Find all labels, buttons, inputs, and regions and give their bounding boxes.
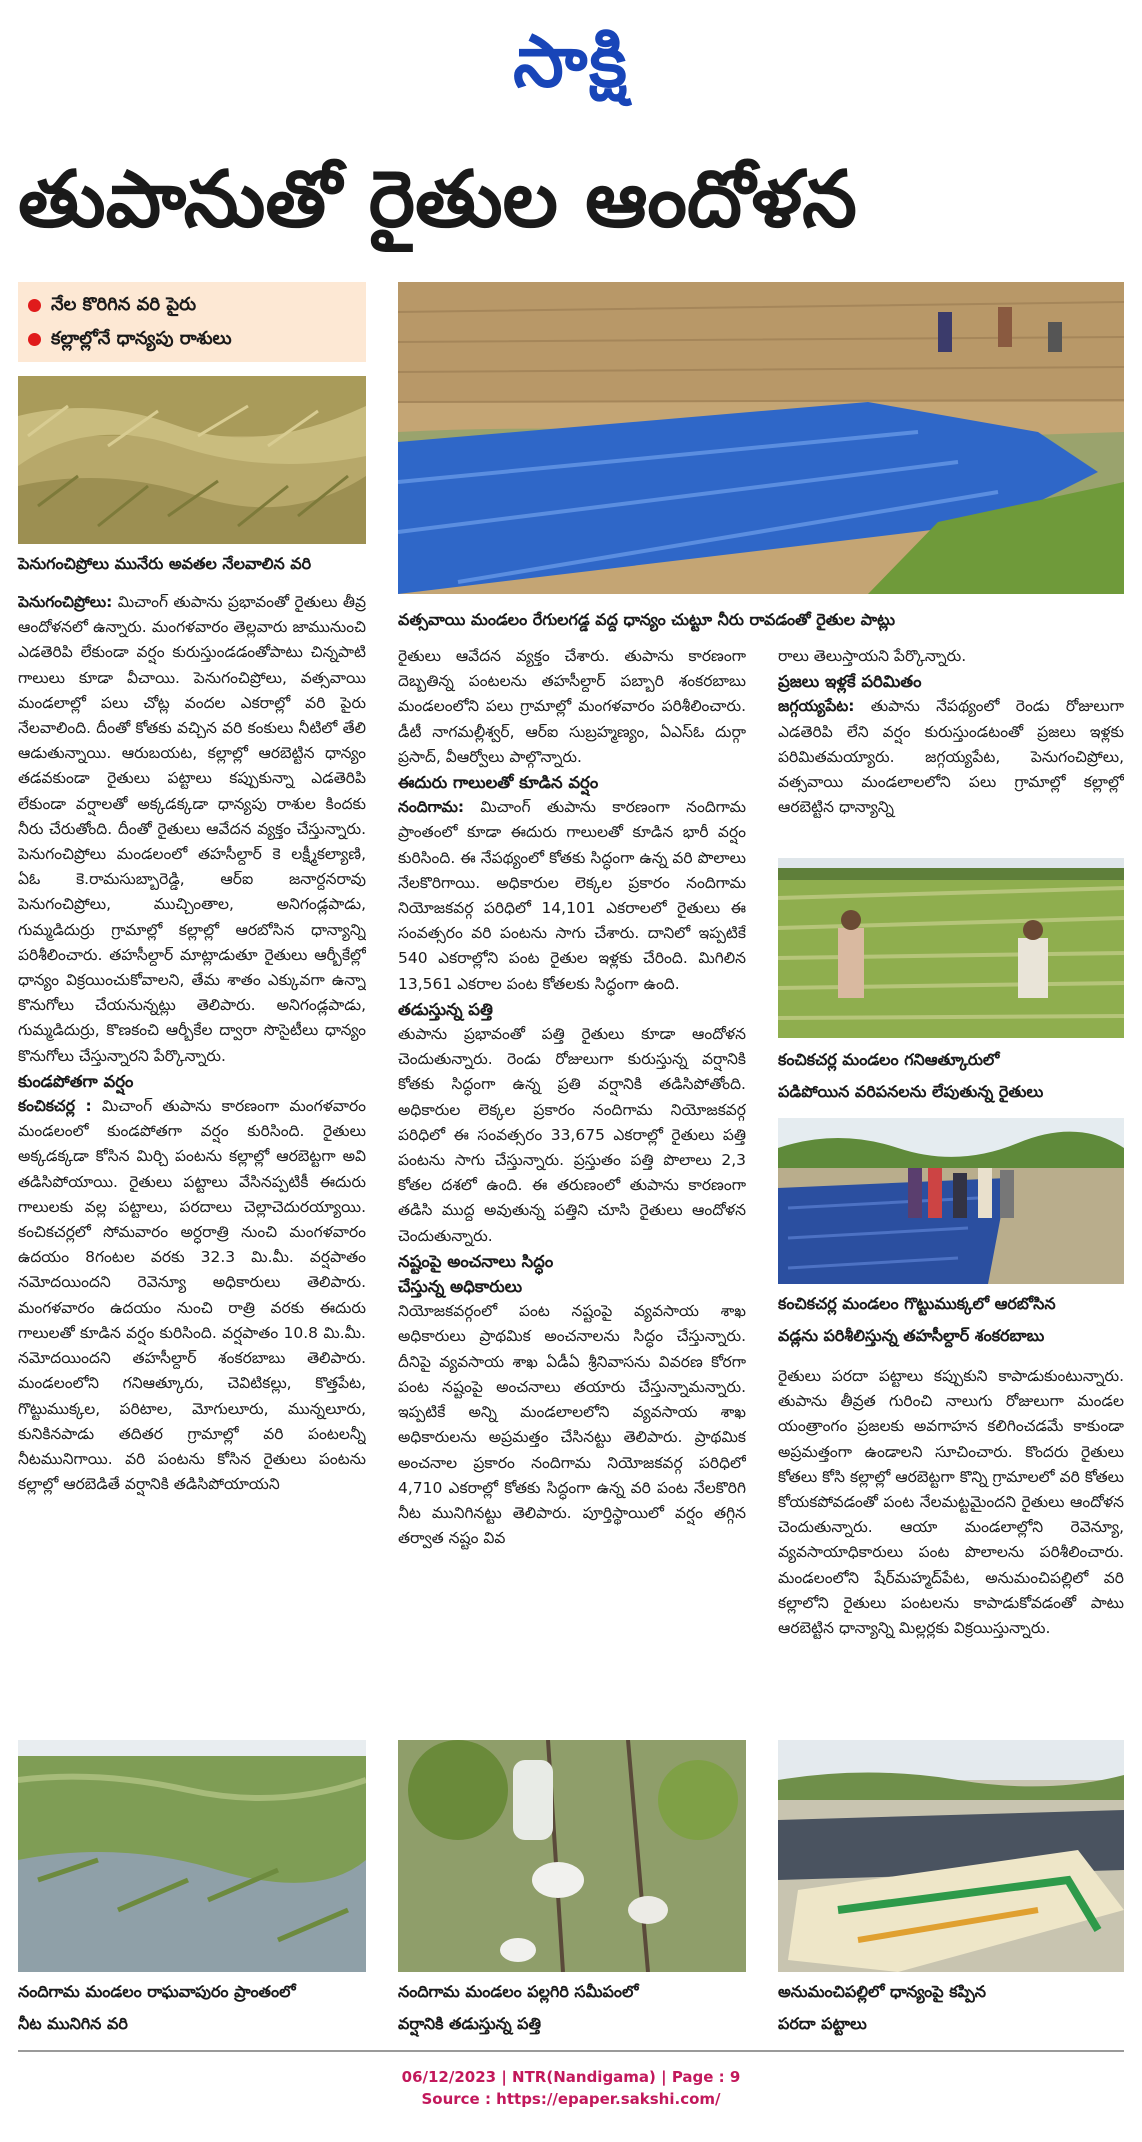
- subheading: ఈదురు గాలులతో కూడిన వర్షం: [398, 773, 599, 793]
- photo-caption: వత్సవాయి మండలం రేగులగడ్డ వద్ద ధాన్యం చుట్టూ నీరు రావడంతో రైతుల పాట్లు: [398, 610, 896, 629]
- photo-caption: నందిగామ మండలం రాఘవాపురం ప్రాంతంలో: [18, 1982, 296, 2001]
- photo-caption: నీట మునిగిన వరి: [18, 2014, 128, 2033]
- dateline: పెనుగంచిప్రోలు:: [18, 593, 113, 611]
- photo-caption: కంచికచర్ల మండలం గనిఆత్కూరులో: [778, 1050, 1000, 1069]
- paragraph-text: మిచాంగ్ తుపాను ప్రభావంతో రైతులు తీవ్ర ఆందోళనలో ఉన్నారు. మంగళవారం తెల్లవారు జామునుంచి ఎడతెరిపి లేకుండా వర్షం కురుస్తుండడంతోపాటు చిన్నపాటి గాలులు కూడా వీచాయి. పెనుగంచిప్రోలు, వత్సవాయి మండలాల్లో పలు చోట్ల వందల ఎకరాల్లో వరి పైరు నేలవాలింది. దీంతో కోతకు వచ్చిన వరి కంకులు నీటిలో తేలి ఆడుతున్నాయి. ఆరుబయట, కల్లాల్లో ఆరబెట్టిన ధాన్యం తడవకుండా రైతులు పట్టాలు కప్పుకున్నా ఎడతెరిపి లేకుండా వర్షాలతో అక్కడక్కడా ధాన్యపు రాశుల కిందకు నీరు చేరుతోంది. దీంతో రైతులు ఆవేదన వ్యక్తం చేస్తున్నారు. పెనుగంచిప్రోలు మండలంలో తహసీల్దార్ కె లక్ష్మీకల్యాణి, ఏఓ కె.రామసుబ్బారెడ్డి, ఆర్ఐ జనార్దనరావు పెనుగంచిప్రోలు, ముచ్చింతాల, అనిగండ్లపాడు, గుమ్మడిదుర్రు గ్రామాల్లో కల్లాల్లో ఆరబోసిన ధాన్యాన్ని పరిశీలించారు. తహసీల్దార్ మాట్లాడుతూ రైతులు ఆర్బీకేల్లో ధాన్యం విక్రయించుకోవాలని, తేమ శాతం ఎక్కువగా ఉన్నా కొనుగోలు చేయనున్నట్లు తెలిపారు. అనిగండ్లపాడు, గుమ్మడిదుర్రు, కొణకంచి ఆర్బీకేల ద్వారా సొసైటీలు ధాన్యం కొనుగోలు చేస్తున్నారని పేర్కొన్నారు.: [18, 593, 366, 1065]
- headline: తుపానుతో రైతుల ఆందోళన: [18, 155, 857, 245]
- photo-covered-grain: [778, 1740, 1124, 1972]
- article-column-2: [398, 644, 746, 1722]
- photo-caption: కంచికచర్ల మండలం గొట్టుముక్కలో ఆరబోసిన: [778, 1294, 1056, 1313]
- divider: [18, 2050, 1124, 2052]
- dateline: కంచికచర్ల :: [18, 1097, 92, 1116]
- bullet-text: నేల కొరిగిన వరి పైరు: [51, 294, 197, 315]
- paragraph: [778, 694, 1124, 820]
- photo-caption: వర్షానికి తడుస్తున్న పత్తి: [398, 2014, 542, 2033]
- paragraph: [398, 795, 746, 997]
- footer-edition-info: 06/12/2023 | NTR(Nandigama) | Page : 9: [401, 2068, 741, 2086]
- subheading: నష్టంపై అంచనాలు సిద్ధం: [398, 1251, 554, 1271]
- bullet-text: కల్లాల్లోనే ధాన్యపు రాశులు: [51, 328, 232, 349]
- paragraph-text: తుపాను నేపథ్యంలో రెండు రోజులుగా ఎడతెరిపి లేని వర్షం కురుస్తుండటంతో ప్రజలు ఇళ్లకు పరిమితమయ్యారు. జగ్గయ్యపేట, పెనుగంచిప్రోలు, వత్సవాయి మండలాలలోని పలు గ్రామాల్లో కల్లాల్లో ఆరబెట్టిన ధాన్యాన్ని: [778, 697, 1124, 817]
- photo-caption: అనుమంచిపల్లిలో ధాన్యంపై కప్పిన: [778, 1982, 986, 2001]
- footer-source-link[interactable]: Source : https://epaper.sakshi.com/: [421, 2090, 721, 2108]
- masthead: [0, 18, 1142, 108]
- bullet-dot-icon: [28, 299, 41, 312]
- photo-submerged-paddy: [18, 1740, 366, 1972]
- paragraph-text: రైతులు ఆవేదన వ్యక్తం చేశారు. తుపాను కారణంగా దెబ్బతిన్న పంటలను తహసీల్దార్ పబ్బారి శంకరబాబు మండలంలోని పలు గ్రామాల్లో మంగళవారం పరిశీలించారు. డీటీ నాగమల్లీశ్వర్, ఆర్ఐ సుబ్రహ్మణ్యం, ఏఎస్ఓ దుర్గా ప్రసాద్, వీఆర్వోలు పాల్గొన్నారు.: [398, 647, 746, 766]
- newspaper-logo: సాక్షి: [513, 19, 629, 103]
- dateline: నందిగామ:: [398, 798, 465, 817]
- photo-caption: పడిపోయిన వరిపనలను లేపుతున్న రైతులు: [778, 1082, 1044, 1101]
- photo-caption: వడ్లను పరిశీలిస్తున్న తహసీల్దార్ శంకరబాబు: [778, 1326, 1045, 1345]
- photo-wet-cotton: [398, 1740, 746, 1972]
- photo-tarpaulin-field: [398, 282, 1124, 594]
- paragraph: [18, 590, 366, 1069]
- paragraph-text: రాలు తెలుస్తాయని పేర్కొన్నారు.: [778, 647, 967, 665]
- photo-fallen-paddy: [18, 376, 366, 544]
- article-column-3-top: [778, 644, 1124, 844]
- photo-caption: పరదా పట్టాలు: [778, 2014, 867, 2033]
- paragraph: [18, 1094, 366, 1497]
- footer: [0, 2066, 1142, 2110]
- paragraph-text: మిచాంగ్ తుపాను కారణంగా మంగళవారం మండలంలో కుండపోతగా వర్షం కురిసింది. రైతులు అక్కడక్కడా కోసిన మిర్చి పంటను కల్లాల్లో ఆరబెట్టగా అవి తడిసిపోయాయి. రైతులు పట్టాలు వేసినప్పటికీ ఈదురు గాలులకు వల్ల పట్టాలు, పరదాలు చెల్లాచెదురయ్యాయి. కంచికచర్లలో సోమవారం అర్ధరాత్రి నుంచి మంగళవారం ఉదయం 8గంటల వరకు 32.3 మి.మీ. వర్షపాతం నమోదయిందని రెవెన్యూ అధికారులు తెలిపారు. మంగళవారం ఉదయం నుంచి రాత్రి వరకు ఈదురు గాలులతో కూడిన వర్షం కురిసింది. వర్షపాతం 10.8 మి.మీ. నమోదయిందని తహసీల్దార్ శంకరబాబు తెలిపారు. మండలంలోని గనిఆత్కూరు, చెవిటికల్లు, కొత్తపేట, గొట్టుముక్కల, పరిటాల, మోగులూరు, మున్నలూరు, కునికినపాడు తదితర గ్రామాల్లో వరి పంటలన్నీ నీటమునిగాయి. వరి పంటను కోసిన రైతులు పంటను కల్లాల్లో ఆరబెడితే వర్షానికి తడిసిపోయాయని: [18, 1097, 366, 1494]
- paragraph-text: నియోజకవర్గంలో పంట నష్టంపై వ్యవసాయ శాఖ అధికారులు ప్రాథమిక అంచనాలను సిద్ధం చేస్తున్నారు. దీనిపై వ్యవసాయ శాఖ ఏడీఏ శ్రీనివాసను వివరణ కోరగా పంట నష్టంపై అంచనాలు తయారు చేస్తున్నామన్నారు. ఇప్పటికే అన్ని మండలాలలోని వ్యవసాయ శాఖ అధికారులను అప్రమత్తం చేసినట్టు తెలిపారు. ప్రాథమిక అంచనాల ప్రకారం నందిగామ నియోజకవర్గ పరిధిలో 4,710 ఎకరాల్లో కోతకు సిద్ధంగా ఉన్న వరి పంట నేలకొరిగి నీట మునిగినట్టు తెలిపారు. పూర్తిస్థాయిలో వర్షం తగ్గిన తర్వాత నష్టం వివ: [398, 1302, 746, 1548]
- subheading: తడుస్తున్న పత్తి: [398, 999, 493, 1019]
- article-column-3-bottom: [778, 1364, 1124, 1722]
- photo-farmers-lifting-paddy: [778, 858, 1124, 1038]
- subheading: కుండపోతగా వర్షం: [18, 1071, 134, 1091]
- photo-caption: పెనుగంచిప్రోలు మునేరు అవతల నేలవాలిన వరి: [18, 554, 312, 573]
- bullet-item: [28, 288, 356, 322]
- subheading: ప్రజలు ఇళ్లకే పరిమితం: [778, 672, 922, 692]
- article-column-1: [18, 590, 366, 1722]
- paragraph-text: రైతులు పరదా పట్టాలు కప్పుకుని కాపాడుకుంటున్నారు. తుపాను తీవ్రత గురించి నాలుగు రోజులుగా మండల యంత్రాంగం ప్రజలకు అవగాహన కలిగించడమే కాకుండా అప్రమత్తంగా ఉండాలని సూచించారు. కొందరు రైతులు కోతలు కోసి కల్లాల్లో ఆరబెట్టగా కొన్ని గ్రామాలలో వరి కోతలు కోయకపోవడంతో పంట నేలమట్టమైందని రైతులు ఆందోళన చెందుతున్నారు. ఆయా మండలాల్లోని రెవెన్యూ, వ్యవసాయాధికారులు పంట పొలాలను పరిశీలించారు. మండలంలోని షేర్‌మహ్మద్‌పేట, అనుమంచిపల్లిలో వరి కల్లాలోని రైతులు పంటలను కాపాడుకోవడంతో పాటు ఆరబెట్టిన ధాన్యాన్ని మిల్లర్లకు విక్రయిస్తున్నారు.: [778, 1367, 1124, 1638]
- photo-officer-inspecting-paddy: [778, 1118, 1124, 1284]
- dateline: జగ్గయ్యపేట:: [778, 697, 855, 716]
- subheading: చేస్తున్న అధికారులు: [398, 1277, 523, 1297]
- paragraph-text: మిచాంగ్ తుపాను కారణంగా నందిగామ ప్రాంతంలో కూడా ఈదురు గాలులతో కూడిన భారీ వర్షం కురిసింది. ఈ నేపథ్యంలో కోతకు సిద్ధంగా ఉన్న వరి పొలాలు నేలకొరిగాయి. అధికారుల లెక్కల ప్రకారం నందిగామ నియోజకవర్గ పరిధిలో 14,101 ఎకరాలలో రైతులు ఈ సంవత్సరం వరి పంటను సాగు చేశారు. దానిలో ఇప్పటికే 540 ఎకరాల్లోని పంట రైతుల ఇళ్లకు చేరింది. మిగిలిన 13,561 ఎకరాల పంట కోతలకు సిద్ధంగా ఉంది.: [398, 798, 746, 993]
- bullet-dot-icon: [28, 333, 41, 346]
- photo-caption: నందిగామ మండలం పల్లగిరి సమీపంలో: [398, 1982, 639, 2001]
- paragraph-text: తుపాను ప్రభావంతో పత్తి రైతులు కూడా ఆందోళన చెందుతున్నారు. రెండు రోజులుగా కురుస్తున్న వర్షానికి కోతకు సిద్ధంగా ఉన్న ప్రతి వర్షానికి తడిసిపోతోంది. అధికారుల లెక్కల ప్రకారం నందిగామ నియోజకవర్గ పరిధిలో ఈ సంవత్సరం 33,675 ఎకరాల్లో రైతులు పత్తి పంటను సాగు చేస్తున్నారు. ప్రస్తుతం పత్తి పొలాలు 2,3 కోతల దశలో ఉంది. ఈ తరుణంలో తుపాను కారణంగా తడిసి ముద్ద అవుతున్న పత్తిని చూసి రైతులు ఆందోళన చెందుతున్నారు.: [398, 1025, 746, 1245]
- bullet-box: [18, 282, 366, 362]
- bullet-item: [28, 322, 356, 356]
